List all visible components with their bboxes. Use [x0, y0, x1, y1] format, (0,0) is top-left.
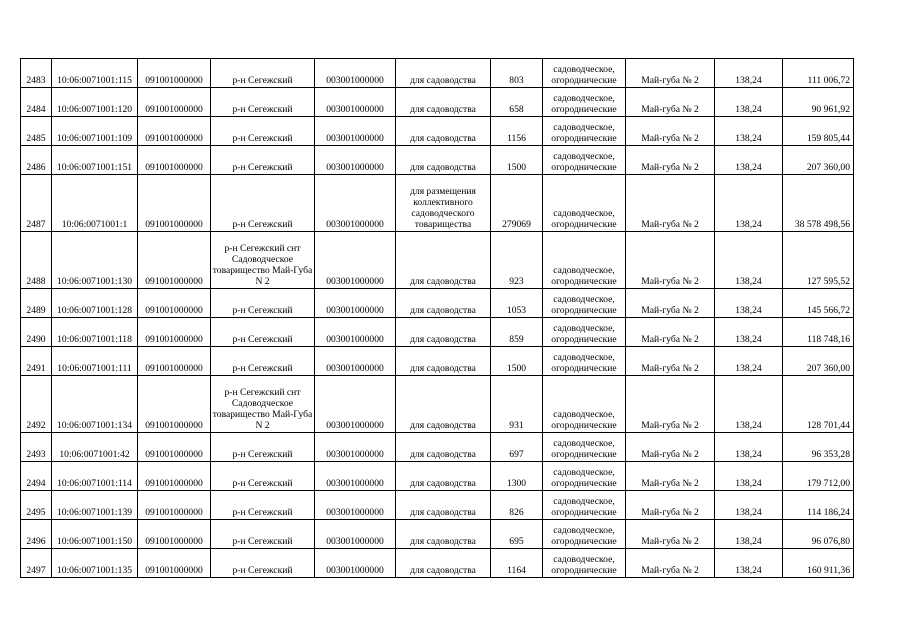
cadastral-value-cell: 96 353,28 [783, 433, 854, 462]
specific-value-cell: 138,24 [715, 289, 783, 318]
okato-cell: 003001000000 [315, 347, 396, 376]
row-number-cell: 2487 [21, 175, 52, 232]
table-row [21, 318, 854, 347]
okato-cell: 003001000000 [315, 146, 396, 175]
category-cell: садоводческое, огороднические [543, 59, 626, 88]
cadastral-number-cell: 10:06:0071001:150 [52, 520, 138, 549]
row-number-cell: 2490 [21, 318, 52, 347]
cadastral-number-cell: 10:06:0071001:111 [52, 347, 138, 376]
code-cell: 091001000000 [138, 117, 211, 146]
cadastral-number-cell: 10:06:0071001:1 [52, 175, 138, 232]
specific-value-cell: 138,24 [715, 146, 783, 175]
code-cell: 091001000000 [138, 59, 211, 88]
area-cell: 1053 [491, 289, 543, 318]
category-cell: садоводческое, огороднические [543, 289, 626, 318]
row-number-cell: 2485 [21, 117, 52, 146]
area-cell: 923 [491, 232, 543, 289]
table-row [21, 520, 854, 549]
cadastral-number-cell: 10:06:0071001:42 [52, 433, 138, 462]
code-cell: 091001000000 [138, 376, 211, 433]
table-row [21, 347, 854, 376]
code-cell: 091001000000 [138, 232, 211, 289]
specific-value-cell: 138,24 [715, 117, 783, 146]
specific-value-cell: 138,24 [715, 376, 783, 433]
table-row [21, 376, 854, 433]
specific-value-cell: 138,24 [715, 347, 783, 376]
code-cell: 091001000000 [138, 88, 211, 117]
category-cell: садоводческое, огороднические [543, 491, 626, 520]
cadastral-number-cell: 10:06:0071001:151 [52, 146, 138, 175]
table-row [21, 232, 854, 289]
code-cell: 091001000000 [138, 549, 211, 578]
code-cell: 091001000000 [138, 347, 211, 376]
okato-cell: 003001000000 [315, 318, 396, 347]
table-row [21, 88, 854, 117]
category-cell: садоводческое, огороднические [543, 146, 626, 175]
row-number-cell: 2497 [21, 549, 52, 578]
row-number-cell: 2489 [21, 289, 52, 318]
district-cell: р-н Сегежский [211, 491, 315, 520]
cadastral-value-cell: 160 911,36 [783, 549, 854, 578]
locality-cell: Май-губа № 2 [626, 175, 715, 232]
row-number-cell: 2495 [21, 491, 52, 520]
locality-cell: Май-губа № 2 [626, 433, 715, 462]
locality-cell: Май-губа № 2 [626, 491, 715, 520]
cadastral-number-cell: 10:06:0071001:135 [52, 549, 138, 578]
district-cell: р-н Сегежский [211, 462, 315, 491]
row-number-cell: 2493 [21, 433, 52, 462]
permitted-use-cell: для садоводства [396, 117, 491, 146]
district-cell: р-н Сегежский [211, 117, 315, 146]
cadastral-value-cell: 207 360,00 [783, 146, 854, 175]
cadastral-number-cell: 10:06:0071001:109 [52, 117, 138, 146]
cadastral-value-cell: 114 186,24 [783, 491, 854, 520]
area-cell: 1300 [491, 462, 543, 491]
cadastral-value-cell: 128 701,44 [783, 376, 854, 433]
permitted-use-cell: для садоводства [396, 376, 491, 433]
category-cell: садоводческое, огороднические [543, 376, 626, 433]
district-cell: р-н Сегежский [211, 318, 315, 347]
locality-cell: Май-губа № 2 [626, 146, 715, 175]
specific-value-cell: 138,24 [715, 88, 783, 117]
category-cell: садоводческое, огороднические [543, 318, 626, 347]
permitted-use-cell: для садоводства [396, 232, 491, 289]
table-row [21, 59, 854, 88]
cadastral-number-cell: 10:06:0071001:114 [52, 462, 138, 491]
code-cell: 091001000000 [138, 289, 211, 318]
permitted-use-cell: для садоводства [396, 318, 491, 347]
specific-value-cell: 138,24 [715, 462, 783, 491]
specific-value-cell: 138,24 [715, 175, 783, 232]
code-cell: 091001000000 [138, 491, 211, 520]
locality-cell: Май-губа № 2 [626, 289, 715, 318]
area-cell: 279069 [491, 175, 543, 232]
specific-value-cell: 138,24 [715, 520, 783, 549]
cadastral-value-cell: 127 595,52 [783, 232, 854, 289]
row-number-cell: 2494 [21, 462, 52, 491]
district-cell: р-н Сегежский снт Садоводческое товарищество Май-Губа N 2 [211, 232, 315, 289]
category-cell: садоводческое, огороднические [543, 520, 626, 549]
table-row [21, 146, 854, 175]
area-cell: 1156 [491, 117, 543, 146]
table-row [21, 289, 854, 318]
permitted-use-cell: для садоводства [396, 347, 491, 376]
permitted-use-cell: для садоводства [396, 146, 491, 175]
district-cell: р-н Сегежский [211, 146, 315, 175]
okato-cell: 003001000000 [315, 88, 396, 117]
locality-cell: Май-губа № 2 [626, 117, 715, 146]
area-cell: 1500 [491, 146, 543, 175]
row-number-cell: 2496 [21, 520, 52, 549]
specific-value-cell: 138,24 [715, 549, 783, 578]
row-number-cell: 2486 [21, 146, 52, 175]
row-number-cell: 2488 [21, 232, 52, 289]
cadastral-value-cell: 145 566,72 [783, 289, 854, 318]
okato-cell: 003001000000 [315, 491, 396, 520]
okato-cell: 003001000000 [315, 117, 396, 146]
area-cell: 695 [491, 520, 543, 549]
area-cell: 803 [491, 59, 543, 88]
table-body [21, 59, 854, 578]
row-number-cell: 2491 [21, 347, 52, 376]
cadastral-value-cell: 111 006,72 [783, 59, 854, 88]
table-row [21, 549, 854, 578]
permitted-use-cell: для садоводства [396, 549, 491, 578]
cadastral-number-cell: 10:06:0071001:128 [52, 289, 138, 318]
okato-cell: 003001000000 [315, 232, 396, 289]
locality-cell: Май-губа № 2 [626, 520, 715, 549]
area-cell: 658 [491, 88, 543, 117]
district-cell: р-н Сегежский [211, 549, 315, 578]
district-cell: р-н Сегежский [211, 520, 315, 549]
cadastral-number-cell: 10:06:0071001:139 [52, 491, 138, 520]
cadastral-number-cell: 10:06:0071001:118 [52, 318, 138, 347]
okato-cell: 003001000000 [315, 376, 396, 433]
category-cell: садоводческое, огороднические [543, 88, 626, 117]
locality-cell: Май-губа № 2 [626, 232, 715, 289]
row-number-cell: 2483 [21, 59, 52, 88]
cadastral-number-cell: 10:06:0071001:120 [52, 88, 138, 117]
okato-cell: 003001000000 [315, 549, 396, 578]
code-cell: 091001000000 [138, 146, 211, 175]
locality-cell: Май-губа № 2 [626, 318, 715, 347]
cadastral-value-cell: 96 076,80 [783, 520, 854, 549]
okato-cell: 003001000000 [315, 520, 396, 549]
code-cell: 091001000000 [138, 462, 211, 491]
table-row [21, 175, 854, 232]
district-cell: р-н Сегежский снт Садоводческое товарищество Май-Губа N 2 [211, 376, 315, 433]
area-cell: 697 [491, 433, 543, 462]
area-cell: 826 [491, 491, 543, 520]
permitted-use-cell: для садоводства [396, 520, 491, 549]
table-row [21, 433, 854, 462]
specific-value-cell: 138,24 [715, 433, 783, 462]
locality-cell: Май-губа № 2 [626, 347, 715, 376]
specific-value-cell: 138,24 [715, 318, 783, 347]
code-cell: 091001000000 [138, 175, 211, 232]
area-cell: 931 [491, 376, 543, 433]
category-cell: садоводческое, огороднические [543, 433, 626, 462]
cadastral-value-cell: 179 712,00 [783, 462, 854, 491]
cadastral-value-cell: 38 578 498,56 [783, 175, 854, 232]
specific-value-cell: 138,24 [715, 491, 783, 520]
permitted-use-cell: для садоводства [396, 462, 491, 491]
permitted-use-cell: для садоводства [396, 433, 491, 462]
area-cell: 1164 [491, 549, 543, 578]
row-number-cell: 2484 [21, 88, 52, 117]
okato-cell: 003001000000 [315, 175, 396, 232]
permitted-use-cell: для садоводства [396, 88, 491, 117]
cadastral-value-cell: 118 748,16 [783, 318, 854, 347]
okato-cell: 003001000000 [315, 462, 396, 491]
district-cell: р-н Сегежский [211, 59, 315, 88]
cadastral-value-cell: 207 360,00 [783, 347, 854, 376]
permitted-use-cell: для садоводства [396, 289, 491, 318]
category-cell: садоводческое, огороднические [543, 462, 626, 491]
okato-cell: 003001000000 [315, 433, 396, 462]
district-cell: р-н Сегежский [211, 347, 315, 376]
cadastral-number-cell: 10:06:0071001:115 [52, 59, 138, 88]
permitted-use-cell: для размещения коллективного садоводческого товарищества [396, 175, 491, 232]
district-cell: р-н Сегежский [211, 433, 315, 462]
permitted-use-cell: для садоводства [396, 491, 491, 520]
land-plots-table [20, 58, 854, 578]
okato-cell: 003001000000 [315, 289, 396, 318]
category-cell: садоводческое, огороднические [543, 232, 626, 289]
code-cell: 091001000000 [138, 520, 211, 549]
okato-cell: 003001000000 [315, 59, 396, 88]
category-cell: садоводческое, огороднические [543, 549, 626, 578]
cadastral-number-cell: 10:06:0071001:134 [52, 376, 138, 433]
cadastral-number-cell: 10:06:0071001:130 [52, 232, 138, 289]
district-cell: р-н Сегежский [211, 88, 315, 117]
district-cell: р-н Сегежский [211, 175, 315, 232]
table-row [21, 491, 854, 520]
area-cell: 1500 [491, 347, 543, 376]
category-cell: садоводческое, огороднические [543, 347, 626, 376]
locality-cell: Май-губа № 2 [626, 549, 715, 578]
table-row [21, 117, 854, 146]
locality-cell: Май-губа № 2 [626, 376, 715, 433]
table-row [21, 462, 854, 491]
cadastral-value-cell: 159 805,44 [783, 117, 854, 146]
cadastral-value-cell: 90 961,92 [783, 88, 854, 117]
locality-cell: Май-губа № 2 [626, 59, 715, 88]
category-cell: садоводческое, огороднические [543, 117, 626, 146]
document-page [20, 58, 854, 578]
locality-cell: Май-губа № 2 [626, 88, 715, 117]
locality-cell: Май-губа № 2 [626, 462, 715, 491]
code-cell: 091001000000 [138, 433, 211, 462]
code-cell: 091001000000 [138, 318, 211, 347]
specific-value-cell: 138,24 [715, 232, 783, 289]
district-cell: р-н Сегежский [211, 289, 315, 318]
category-cell: садоводческое, огороднические [543, 175, 626, 232]
permitted-use-cell: для садоводства [396, 59, 491, 88]
area-cell: 859 [491, 318, 543, 347]
specific-value-cell: 138,24 [715, 59, 783, 88]
row-number-cell: 2492 [21, 376, 52, 433]
